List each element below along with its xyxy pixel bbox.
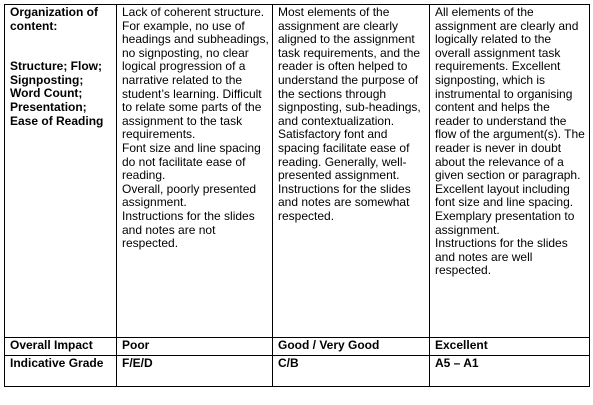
criterion-subcriteria: Structure; Flow; Signposting; Word Count; Presentation; Ease of Reading <box>10 59 104 128</box>
criterion-spacer <box>10 33 113 60</box>
impact-excellent: Excellent <box>430 338 590 356</box>
descriptor-poor: Lack of coherent structure. For example, no use of headings and subheadings, no signposting, no clear logical progression of a narrative related to the student’s learning. Difficult to relate some parts of the assignment to the task requirements. Font size and line spacing do not facilitate ease of reading. Overall, poorly presented assignment. Instructions for the slides and notes are not respected. <box>117 5 273 338</box>
grade-poor: F/E/D <box>117 356 273 387</box>
overall-impact-label: Overall Impact <box>5 338 117 356</box>
descriptor-row <box>5 5 590 338</box>
indicative-grade-row <box>5 356 590 387</box>
assessment-rubric-table <box>4 4 590 387</box>
overall-impact-row <box>5 338 590 356</box>
grade-excellent: A5 – A1 <box>430 356 590 387</box>
impact-poor: Poor <box>117 338 273 356</box>
indicative-grade-label: Indicative Grade <box>5 356 117 387</box>
descriptor-good: Most elements of the assignment are clearly aligned to the assignment task requirements, and the reader is often helped to understand the purpose of the sections through signposting, sub-headings, and contextualization. Satisfactory font and spacing facilitate ease of reading. Generally, well- presented assignment. Instructions for the slides and notes are somewhat respected. <box>273 5 430 338</box>
criterion-title: Organization of content: <box>10 5 98 33</box>
descriptor-excellent: All elements of the assignment are clearly and logically related to the overall assignment task requirements. Excellent signposting, which is instrumental to organising content and helps the reader to understand the flow of the argument(s). The reader is never in doubt about the relevance of a given section or paragraph. Excellent layout including font size and line spacing. Exemplary presentation to assignment. Instructions for the slides and notes are well respected. <box>430 5 590 338</box>
grade-good: C/B <box>273 356 430 387</box>
criterion-cell <box>5 5 117 338</box>
impact-good: Good / Very Good <box>273 338 430 356</box>
